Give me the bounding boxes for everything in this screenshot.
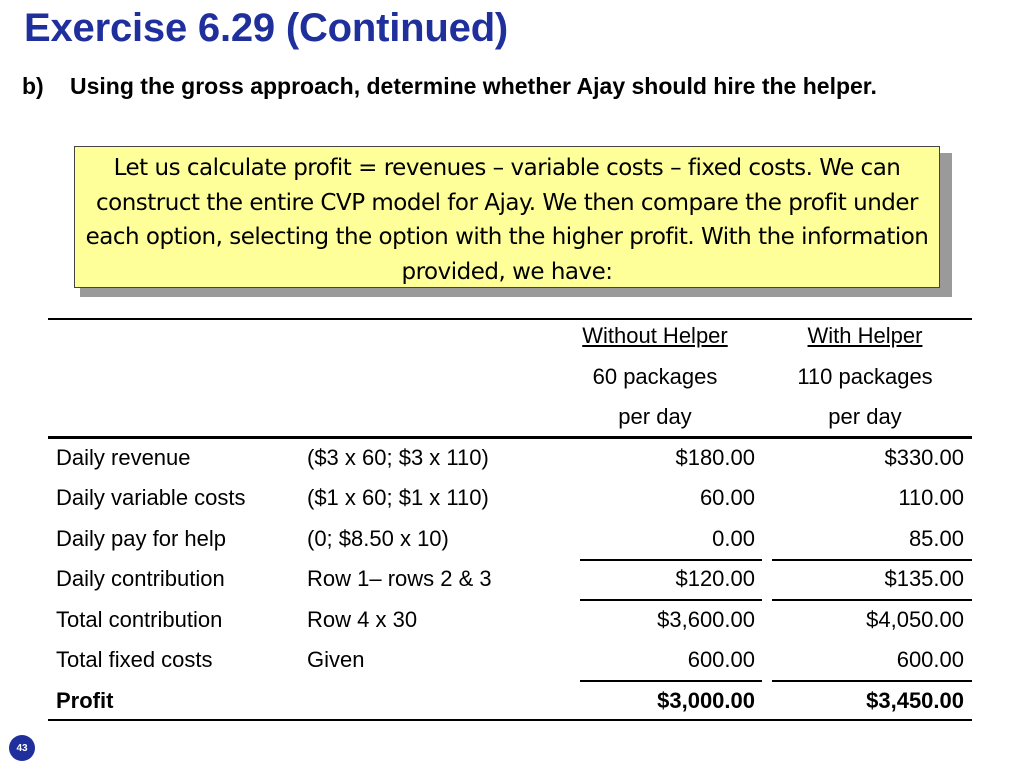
table-bottom-rule: [48, 719, 972, 721]
row-label: Total fixed costs: [56, 647, 213, 672]
question: [22, 70, 1002, 102]
row-value-without-helper: $3,600.00: [657, 607, 755, 632]
row-calculation: Row 1– rows 2 & 3: [307, 566, 492, 591]
row-value-without-helper: 60.00: [699, 485, 755, 510]
column-subheading-without-helper-2: per day: [618, 404, 692, 429]
row-calculation: ($1 x 60; $1 x 110): [307, 485, 489, 510]
table-row-total-contribution: [48, 600, 972, 640]
row-value-with-helper: $4,050.00: [866, 607, 964, 632]
row-label: Daily variable costs: [56, 485, 246, 510]
row-label: Daily revenue: [56, 445, 191, 470]
row-label: Total contribution: [56, 607, 223, 632]
row-label: Daily pay for help: [56, 526, 226, 551]
note-box: Let us calculate profit = revenues – variable costs – fixed costs. We can construct the entire CVP model for Ajay. We then compare the profit under each option, selecting the option with the higher profit. With the information provided, we have:: [74, 146, 940, 288]
table-row-profit: [48, 681, 972, 721]
row-value-with-helper: 85.00: [908, 526, 964, 551]
column-subheading-with-helper: 110 packages: [797, 364, 933, 389]
column-subheading-with-helper-2: per day: [828, 404, 902, 429]
table-row-daily-variable-costs: [48, 478, 972, 518]
table-row-daily-revenue: [48, 438, 972, 478]
page-number-badge: 43: [9, 735, 35, 761]
row-calculation: ($3 x 60; $3 x 110): [307, 445, 489, 470]
row-value-without-helper: 0.00: [712, 526, 755, 551]
row-value-with-helper: $3,450.00: [866, 688, 964, 713]
row-calculation: Row 4 x 30: [307, 607, 418, 632]
table-row-daily-pay-for-help: [48, 519, 972, 559]
column-heading-without-helper: Without Helper: [582, 323, 728, 348]
row-value-without-helper: $3,000.00: [657, 688, 755, 713]
column-heading-with-helper: With Helper: [807, 323, 923, 348]
row-value-with-helper: $330.00: [884, 445, 964, 470]
row-value-with-helper: $135.00: [884, 566, 964, 591]
question-label: b): [22, 73, 44, 99]
row-calculation: (0; $8.50 x 10): [307, 526, 449, 551]
table-row-total-fixed-costs: [48, 640, 972, 680]
row-value-without-helper: $180.00: [675, 445, 755, 470]
row-value-with-helper: 110.00: [898, 485, 964, 510]
row-label: Daily contribution: [56, 566, 225, 591]
row-calculation: Given: [307, 647, 365, 672]
row-value-with-helper: 600.00: [896, 647, 964, 672]
row-value-without-helper: 600.00: [687, 647, 755, 672]
row-value-without-helper: $120.00: [675, 566, 755, 591]
row-label: Profit: [56, 688, 114, 713]
column-subheading-without-helper: 60 packages: [592, 364, 718, 389]
slide-title: Exercise 6.29 (Continued): [24, 6, 509, 50]
table-row-daily-contribution: [48, 559, 972, 599]
question-text: Using the gross approach, determine whether Ajay should hire the helper.: [70, 73, 877, 99]
